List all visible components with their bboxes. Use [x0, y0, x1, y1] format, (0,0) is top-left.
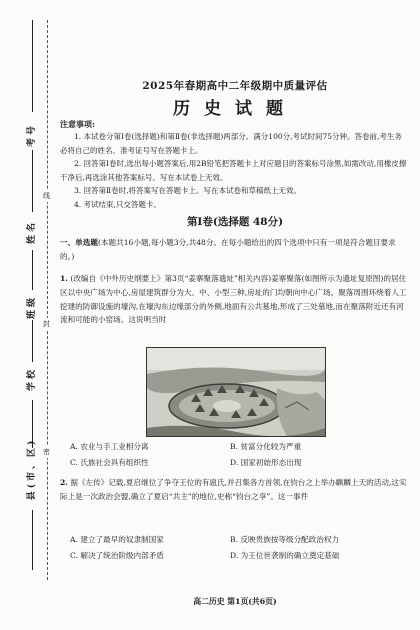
- option-key: A: [70, 442, 76, 451]
- county-label: 县(市、区): [27, 437, 37, 501]
- option-b[interactable]: B. 反映贵族按等级分配政治权力: [230, 535, 340, 544]
- class-label: 班级: [27, 295, 37, 320]
- question-text: (改编自《中外历史纲要上》第3页“姜寨聚落遗址”相关内容)姜寨聚落(如图所示为遗址复原图)的居住区以中央广场为中心,房屋建筑群分为大、中、小型三种,房址的门均朝向中心广场。聚落周围环绕着人工挖建的防御设施的壕沟,在壕沟东边缘部分的外侧,地面有公共墓地,形成了三处墓地,而在聚落附近还有河流和可能的小窑场。这说明当时: [60, 274, 407, 325]
- exam-title: 2025年春期高中二年级期中质量评估: [142, 80, 328, 92]
- part-title: 第Ⅰ卷(选择题 48分): [186, 216, 284, 228]
- option-key: B: [230, 535, 236, 544]
- cut-word-3: 密: [43, 448, 50, 456]
- question-number: 1.: [60, 274, 68, 283]
- option-key: B: [230, 442, 236, 451]
- subject-title: 历史试题: [173, 99, 297, 119]
- county-line-lower: [32, 510, 33, 570]
- question-number: 2.: [60, 478, 68, 487]
- option-text: 解决了统治阶级内部矛盾: [80, 551, 164, 560]
- option-text: 建立了最早的奴隶制国家: [80, 535, 164, 544]
- question-2: [60, 476, 410, 504]
- option-key: D: [230, 551, 236, 560]
- option-a[interactable]: A. 建立了最早的奴隶制国家: [70, 535, 164, 544]
- option-a[interactable]: A. 农业与手工业相分离: [70, 442, 149, 451]
- question-text: 据《左传》记载,夏启继位了争夺王位的有扈氏,并召集各方首领,在钧台之上举办麒麟上天的活动,这实际上是一次政治会盟,确立了夏启“共主”的地位,史称“钧台之享”。这一事件: [60, 478, 407, 501]
- settlement-image: [147, 348, 325, 436]
- option-key: C: [70, 551, 76, 560]
- question-1: [60, 272, 410, 327]
- school-line: [32, 320, 33, 362]
- section-label: 一、单选题: [60, 238, 98, 247]
- option-c[interactable]: C. 解决了统治阶级内部矛盾: [70, 551, 164, 560]
- class-line: [32, 250, 33, 290]
- option-b[interactable]: B. 贫富分化较为严重: [230, 442, 302, 451]
- section-instructions: [60, 236, 410, 263]
- option-text: 贫富分化较为严重: [240, 442, 302, 451]
- binding-strip: [0, 0, 58, 630]
- option-key: A: [70, 535, 76, 544]
- cut-word-1: 线: [43, 192, 50, 200]
- page-footer: 高二历史 第1页(共6页): [193, 597, 277, 606]
- option-text: 国家初始形态出现: [240, 458, 302, 467]
- county-line: [32, 400, 33, 448]
- option-text: 反映贵族按等级分配政治权力: [240, 535, 340, 544]
- note-item: 1. 本试卷分第Ⅰ卷(选择题)和第Ⅱ卷(非选择题)两部分。满分100分,考试时间75分钟。答卷前,考生务必将自己的姓名、准考证号写在答题卡上。: [60, 132, 402, 155]
- settlement-illustration: [146, 347, 326, 437]
- exam-no-line: [32, 20, 33, 112]
- note-item: 4. 考试结束,只交答题卡。: [74, 199, 161, 209]
- option-text: 为王位世袭制的确立奠定基础: [240, 551, 340, 560]
- option-text: 农业与手工业相分离: [80, 442, 149, 451]
- cut-word-2: 封: [43, 320, 50, 328]
- option-c[interactable]: C. 氏族社会具有组织性: [70, 458, 149, 467]
- option-d[interactable]: D. 为王位世袭制的确立奠定基础: [230, 551, 340, 560]
- name-label: 姓名: [27, 220, 37, 245]
- note-item: 2. 回答第Ⅰ卷时,选出每小题答案后,用2B铅笔把答题卡上对应题目的答案标号涂黑,如需改动,用橡皮擦干净后,再选涂其他答案标号。写在本试卷上无效。: [60, 159, 407, 182]
- note-item: 3. 回答第Ⅱ卷时,将答案写在答题卡上。写在本试卷和草稿纸上无效。: [74, 186, 302, 196]
- cut-line: [47, 20, 48, 580]
- notes-heading: 注意事项:: [60, 119, 95, 129]
- school-label: 学校: [27, 367, 37, 392]
- option-key: D: [230, 458, 236, 467]
- exam-no-label: 考号: [27, 123, 37, 148]
- section-description: (本题共16小题,每小题3分,共48分。在每小题给出的四个选项中只有一项是符合题目要求的。): [60, 238, 396, 261]
- option-key: C: [70, 458, 76, 467]
- option-d[interactable]: D. 国家初始形态出现: [230, 458, 302, 467]
- name-line: [32, 150, 33, 212]
- notes-list: [60, 130, 408, 212]
- option-text: 氏族社会具有组织性: [80, 458, 149, 467]
